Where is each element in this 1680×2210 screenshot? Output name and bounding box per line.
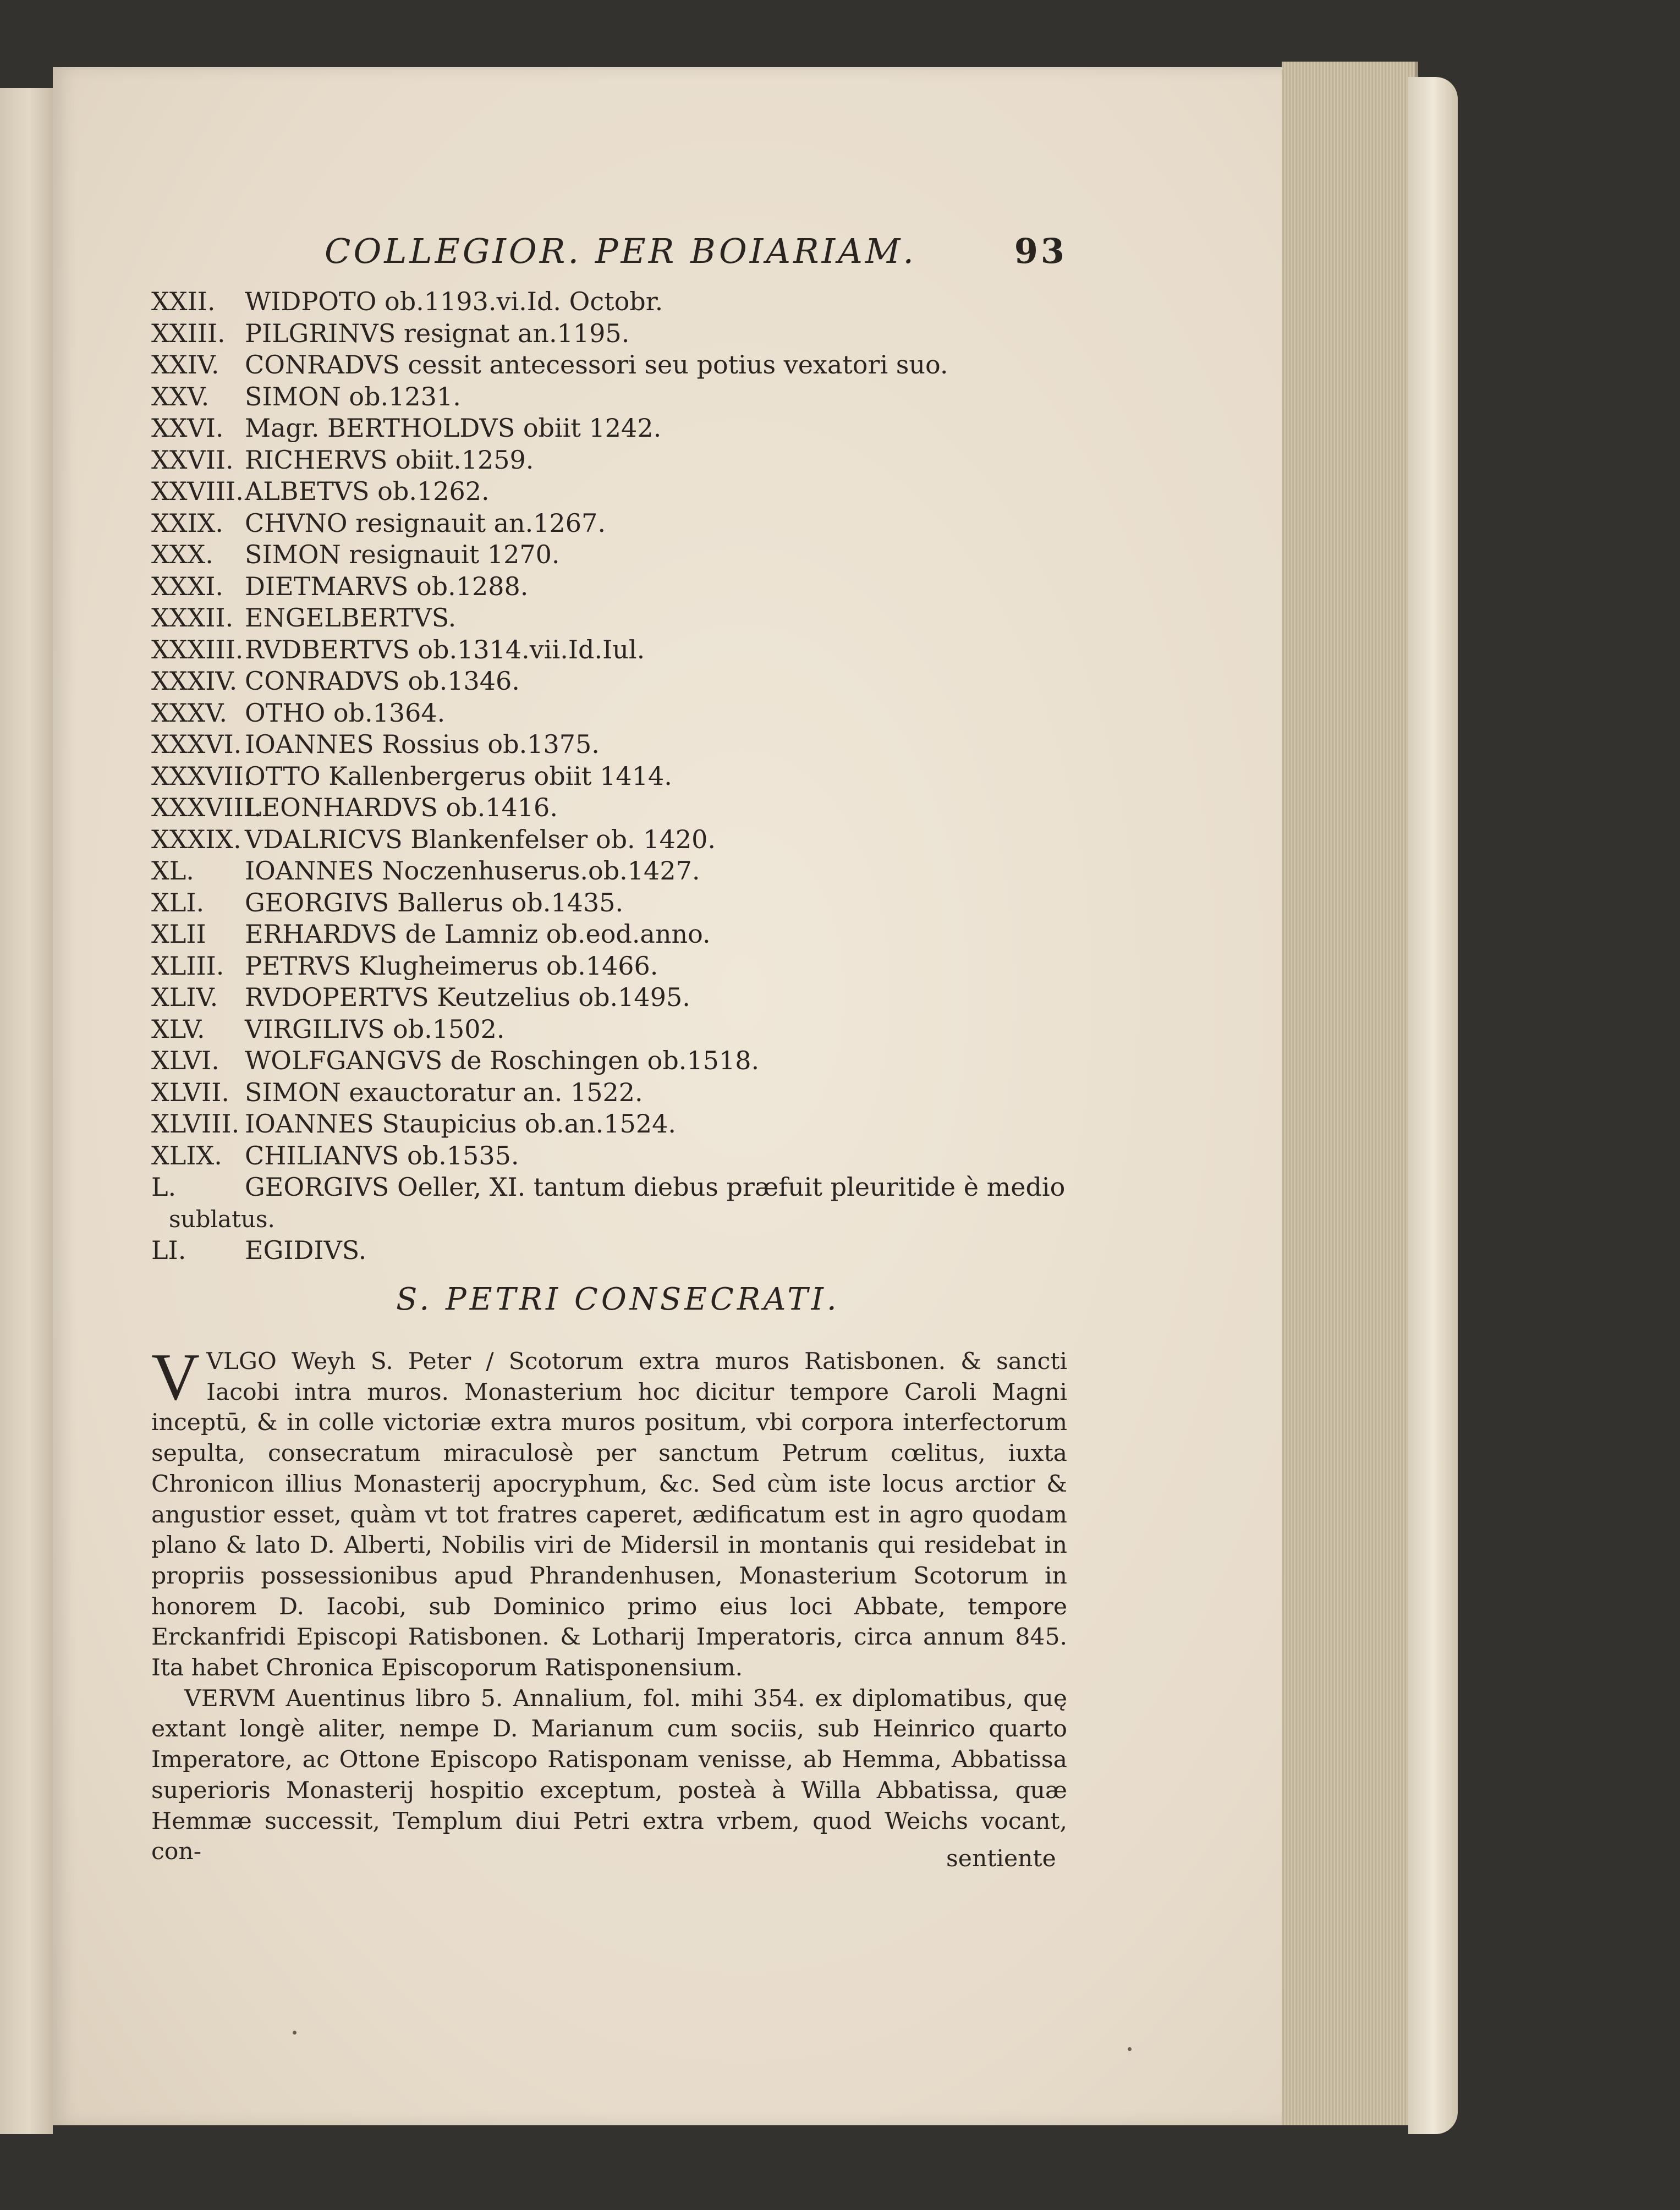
abbot-entry: SIMON resignauit 1270. (245, 540, 560, 569)
roman-numeral: XXX. (151, 540, 213, 569)
list-item (151, 1203, 1064, 1235)
list-item (151, 950, 1064, 982)
abbot-entry: WIDPOTO ob.1193.vi.Id. Octobr. (245, 287, 663, 316)
list-item (151, 539, 1064, 571)
paragraph-1-text: VLGO Weyh S. Peter / Scotorum extra muros Ratisbonen. & sancti Iacobi intra muros. Monasterium hoc dicitur tempore Caroli Magni inceptū, & in colle victoriæ extra muros positum, vbi corpora interfectorum sepulta, consecratum miraculosè per sanctum Petrum cœlitus, iuxta Chronicon illius Monasterij apocryphum, &c. Sed cùm iste locus arctior & angustior esset, quàm vt tot fratres caperet, ædificatum est in agro quodam plano & lato D. Alberti, Nobilis viri de Midersil in montanis qui residebat in propriis possessionibus apud Phrandenhusen, Monasterium Scotorum in honorem D. Iacobi, sub Dominico primo eius loci Abbate, tempore Erckanfridi Episcopi Ratisbonen. & Lotharij Imperatoris, circa annum 845. Ita habet Chronica Episcoporum Ratisponensium. (151, 1348, 1067, 1682)
roman-numeral: XLIX. (151, 1140, 222, 1170)
roman-numeral: XXIX. (151, 508, 224, 538)
list-item (151, 349, 1064, 381)
abbot-entry: GEORGIVS Ballerus ob.1435. (245, 887, 624, 917)
abbot-entry: ENGELBERTVS. (245, 603, 457, 633)
roman-numeral: XLVIII. (151, 1109, 240, 1139)
roman-numeral: XXXII. (151, 603, 234, 633)
abbot-entry: RICHERVS obiit.1259. (245, 444, 534, 475)
roman-numeral: XXXIX. (151, 824, 241, 854)
list-item (151, 1140, 1064, 1172)
list-item (151, 887, 1064, 919)
list-item (151, 729, 1064, 761)
roman-numeral: XLIV. (151, 982, 218, 1012)
page-header (325, 231, 1067, 281)
abbot-entry: sublatus. (169, 1205, 275, 1233)
paragraph-2-text: VERVM Auentinus libro 5. Annalium, fol. mihi 354. ex diplomatibus, quę extant longè aliter, nempe D. Marianum cum sociis, sub Heinrico quarto Imperatore, ac Ottone Episcopo Ratisponam venisse, ab Hemma, Abbatissa superioris Monasterij hospitio exceptum, posteà à Willa Abbatissa, quæ Hemmæ successit, Templum diui Petri extra vrbem, quod Weichs vocant, con- (151, 1685, 1067, 1866)
abbot-entry: OTHO ob.1364. (245, 697, 446, 728)
list-item (151, 1045, 1064, 1077)
abbot-entry: CONRADVS ob.1346. (245, 666, 520, 696)
list-item (151, 1077, 1064, 1109)
list-item (151, 634, 1064, 666)
abbot-entry: EGIDIVS. (245, 1235, 367, 1265)
abbot-entry: CONRADVS cessit antecessori seu potius vexatori suo. (245, 350, 948, 380)
abbot-entry: ALBETVS ob.1262. (245, 476, 490, 506)
abbot-entry: VDALRICVS Blankenfelser ob. 1420. (245, 824, 716, 854)
abbot-list (151, 286, 1064, 1267)
roman-numeral: XXXVII. (151, 761, 252, 791)
page-number: 93 (1014, 231, 1067, 271)
list-item (151, 666, 1064, 697)
abbot-entry: CHILIANVS ob.1535. (245, 1140, 519, 1170)
drop-cap: V (151, 1340, 200, 1414)
roman-numeral: XXIV. (151, 350, 219, 380)
section-title: S. PETRI CONSECRATI. (396, 1282, 840, 1317)
list-item (151, 1235, 1064, 1267)
list-item (151, 1108, 1064, 1140)
body-text (151, 1340, 1067, 1867)
page-edges (1282, 62, 1418, 2125)
left-page-edge (0, 88, 53, 2134)
roman-numeral: XXXV. (151, 697, 228, 728)
abbot-entry: IOANNES Rossius ob.1375. (245, 729, 600, 759)
abbot-entry: IOANNES Staupicius ob.an.1524. (245, 1109, 676, 1139)
abbot-entry: GEORGIVS Oeller, XI. tantum diebus præfuit pleuritide è medio (245, 1172, 1066, 1202)
list-item (151, 1172, 1064, 1203)
roman-numeral: XLVI. (151, 1046, 219, 1075)
paragraph-1 (151, 1340, 1067, 1684)
roman-numeral: XXXVIII. (151, 793, 262, 822)
roman-numeral: XXVIII. (151, 476, 244, 506)
list-item (151, 413, 1064, 444)
abbot-entry: LEONHARDVS ob.1416. (245, 793, 558, 822)
roman-numeral: XLII (151, 919, 206, 949)
abbot-entry: Magr. BERTHOLDVS obiit 1242. (245, 413, 662, 443)
book-cover-edge (1408, 77, 1458, 2134)
abbot-entry: OTTO Kallenbergerus obiit 1414. (245, 761, 672, 791)
list-item (151, 697, 1064, 729)
list-item (151, 1014, 1064, 1046)
list-item (151, 855, 1064, 887)
paper-speck (1128, 2047, 1132, 2051)
abbot-entry: RVDOPERTVS Keutzelius ob.1495. (245, 982, 690, 1012)
roman-numeral: XXXIII. (151, 634, 244, 664)
running-head: COLLEGIOR. PER BOIARIAM. (325, 231, 917, 271)
list-item (151, 792, 1064, 824)
roman-numeral: XXXI. (151, 571, 224, 601)
abbot-entry: PILGRINVS resignat an.1195. (245, 318, 630, 348)
list-item (151, 508, 1064, 540)
roman-numeral: XLVII. (151, 1077, 230, 1107)
roman-numeral: XXXVI. (151, 729, 242, 759)
list-item (151, 824, 1064, 856)
list-item (151, 571, 1064, 603)
roman-numeral: LI. (151, 1235, 186, 1265)
abbot-entry: CHVNO resignauit an.1267. (245, 508, 606, 538)
roman-numeral: XXII. (151, 287, 216, 316)
list-item (151, 982, 1064, 1014)
list-item (151, 318, 1064, 350)
abbot-entry: DIETMARVS ob.1288. (245, 571, 529, 601)
list-item (151, 919, 1064, 950)
abbot-entry: IOANNES Noczenhuserus.ob.1427. (245, 856, 700, 886)
abbot-entry: WOLFGANGVS de Roschingen ob.1518. (245, 1046, 760, 1075)
catchword: sentiente (946, 1845, 1056, 1872)
abbot-entry: ERHARDVS de Lamniz ob.eod.anno. (245, 919, 711, 949)
list-item (151, 602, 1064, 634)
paragraph-2 (151, 1684, 1067, 1867)
list-item (151, 444, 1064, 476)
abbot-entry: PETRVS Klugheimerus ob.1466. (245, 950, 658, 981)
roman-numeral: XXIII. (151, 318, 226, 348)
roman-numeral: XXVI. (151, 413, 224, 443)
list-item (151, 381, 1064, 413)
roman-numeral: XL. (151, 856, 194, 886)
abbot-entry: RVDBERTVS ob.1314.vii.Id.Iul. (245, 634, 645, 664)
list-item (151, 476, 1064, 508)
roman-numeral: XLIII. (151, 950, 224, 981)
roman-numeral: L. (151, 1172, 177, 1202)
paper-speck (293, 2031, 297, 2035)
abbot-entry: VIRGILIVS ob.1502. (245, 1014, 505, 1044)
roman-numeral: XXVII. (151, 444, 234, 475)
roman-numeral: XXV. (151, 381, 210, 411)
list-item (151, 286, 1064, 318)
abbot-entry: SIMON ob.1231. (245, 381, 461, 411)
roman-numeral: XXXIV. (151, 666, 238, 696)
list-item (151, 761, 1064, 793)
roman-numeral: XLV. (151, 1014, 205, 1044)
abbot-entry: SIMON exauctoratur an. 1522. (245, 1077, 643, 1107)
roman-numeral: XLI. (151, 887, 205, 917)
